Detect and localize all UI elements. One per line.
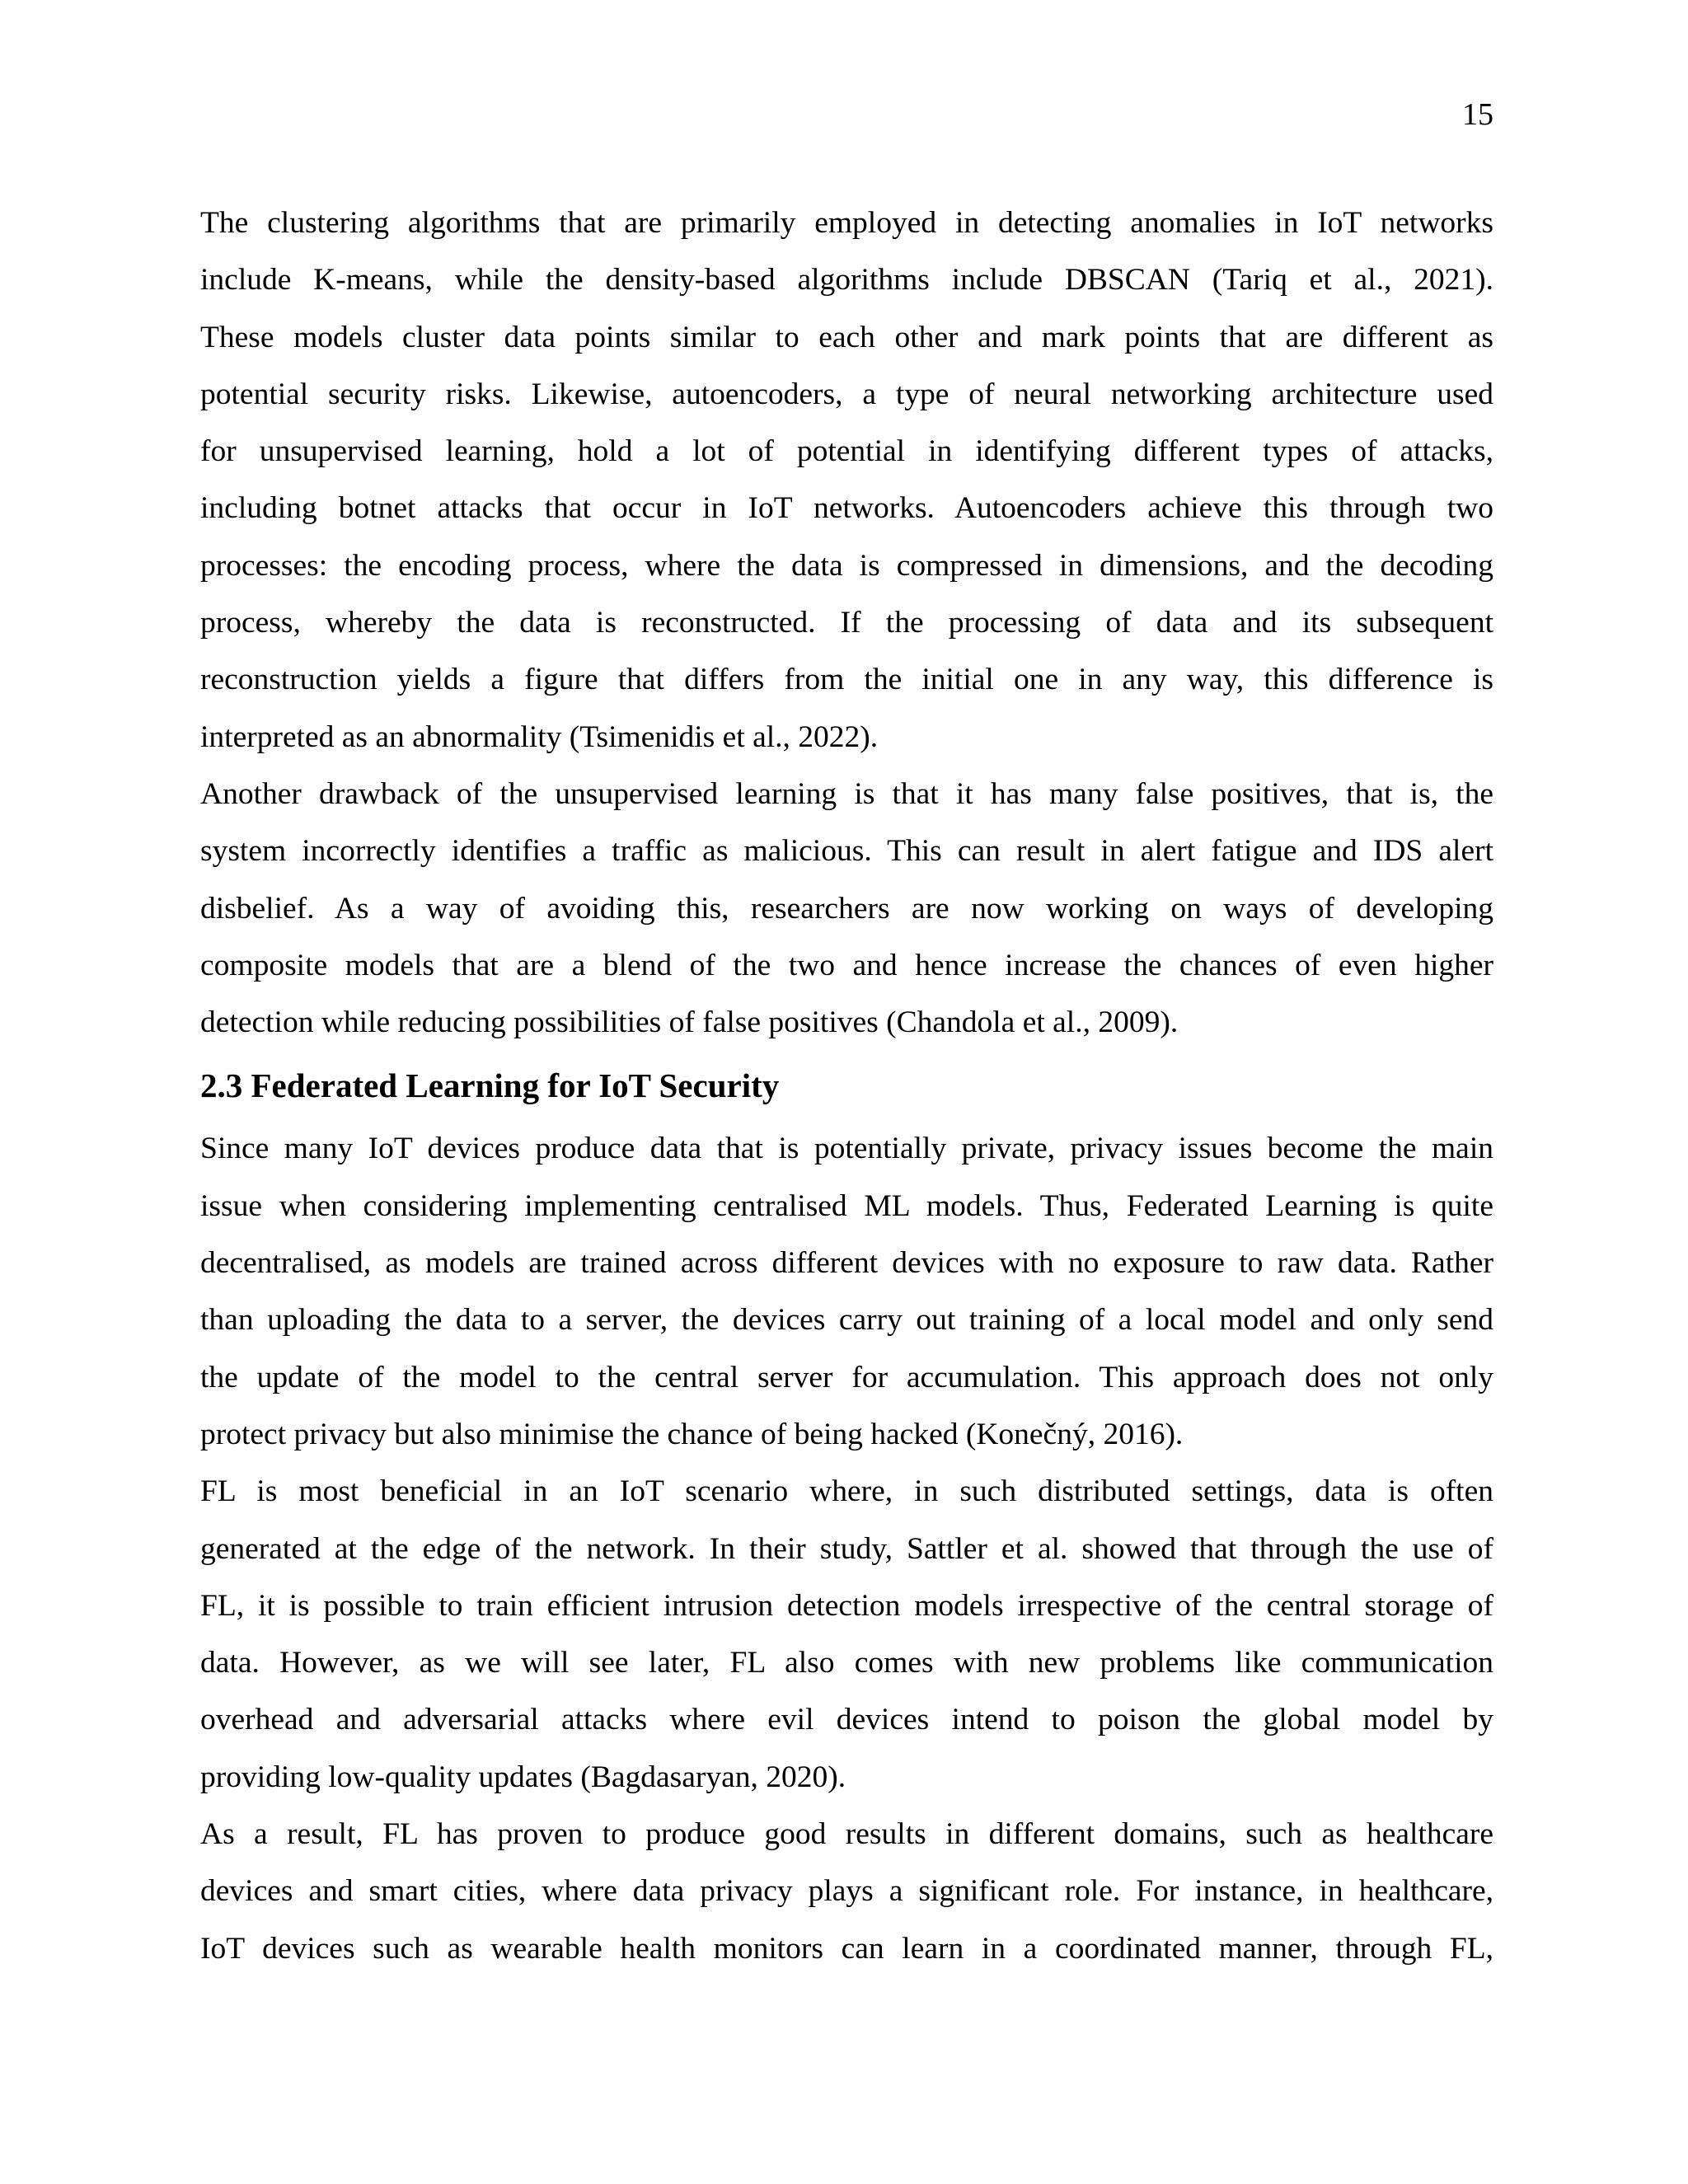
text-line: process, whereby the data is reconstructed. If the processing of data and its subsequent — [200, 606, 1493, 640]
text-line: generated at the edge of the network. In their study, Sattler et al. showed that through the use of — [200, 1531, 1493, 1566]
text-line: providing low-quality updates (Bagdasaryan, 2020). — [200, 1760, 846, 1794]
text-line: Since many IoT devices produce data that is potentially private, privacy issues become the main — [200, 1132, 1493, 1166]
page-content — [200, 194, 1493, 1977]
text-line: potential security risks. Likewise, autoencoders, a type of neural networking architecture used — [200, 377, 1493, 411]
text-line: The clustering algorithms that are primarily employed in detecting anomalies in IoT networks — [200, 206, 1493, 240]
paragraph-fl-results — [200, 1806, 1493, 1977]
text-line: IoT devices such as wearable health monitors can learn in a coordinated manner, through FL, — [200, 1931, 1493, 1966]
text-line: interpreted as an abnormality (Tsimenidis et al., 2022). — [200, 719, 879, 754]
text-line: issue when considering implementing centralised ML models. Thus, Federated Learning is quite — [200, 1188, 1493, 1223]
text-line: overhead and adversarial attacks where evil devices intend to poison the global model by — [200, 1703, 1493, 1737]
paragraph-false-positives — [200, 766, 1493, 1051]
text-line: FL is most beneficial in an IoT scenario where, in such distributed settings, data is often — [200, 1474, 1493, 1509]
text-line: Another drawback of the unsupervised learning is that it has many false positives, that is, the — [200, 776, 1493, 811]
text-line: protect privacy but also minimise the chance of being hacked (Konečný, 2016). — [200, 1417, 1184, 1451]
text-line: for unsupervised learning, hold a lot of potential in identifying different types of attacks, — [200, 434, 1493, 469]
text-line: detection while reducing possibilities of false positives (Chandola et al., 2009). — [200, 1005, 1179, 1040]
section-heading: 2.3 Federated Learning for IoT Security — [200, 1066, 780, 1105]
paragraph-privacy — [200, 1120, 1493, 1463]
page-number: 15 — [1462, 97, 1493, 132]
text-line: FL, it is possible to train efficient intrusion detection models irrespective of the central storage of — [200, 1588, 1493, 1623]
text-line: disbelief. As a way of avoiding this, researchers are now working on ways of developing — [200, 891, 1493, 926]
paragraph-clustering — [200, 194, 1493, 766]
text-line: decentralised, as models are trained across different devices with no exposure to raw data. Rather — [200, 1246, 1493, 1281]
text-line: data. However, as we will see later, FL also comes with new problems like communication — [200, 1646, 1493, 1680]
text-line: than uploading the data to a server, the devices carry out training of a local model and only send — [200, 1303, 1493, 1338]
paragraph-fl-iot — [200, 1463, 1493, 1806]
text-line: the update of the model to the central server for accumulation. This approach does not only — [200, 1360, 1493, 1394]
text-line: composite models that are a blend of the two and hence increase the chances of even higher — [200, 948, 1493, 982]
text-line: include K-means, while the density-based algorithms include DBSCAN (Tariq et al., 2021). — [200, 263, 1493, 298]
text-line: These models cluster data points similar to each other and mark points that are different as — [200, 320, 1493, 354]
text-line: system incorrectly identifies a traffic as malicious. This can result in alert fatigue and IDS alert — [200, 834, 1493, 869]
text-line: As a result, FL has proven to produce good results in different domains, such as healthcare — [200, 1817, 1493, 1852]
text-line: reconstruction yields a figure that differs from the initial one in any way, this difference is — [200, 663, 1493, 697]
text-line: devices and smart cities, where data privacy plays a significant role. For instance, in healthcare, — [200, 1874, 1493, 1909]
text-line: processes: the encoding process, where the data is compressed in dimensions, and the decoding — [200, 548, 1493, 583]
text-line: including botnet attacks that occur in IoT networks. Autoencoders achieve this through two — [200, 491, 1493, 526]
